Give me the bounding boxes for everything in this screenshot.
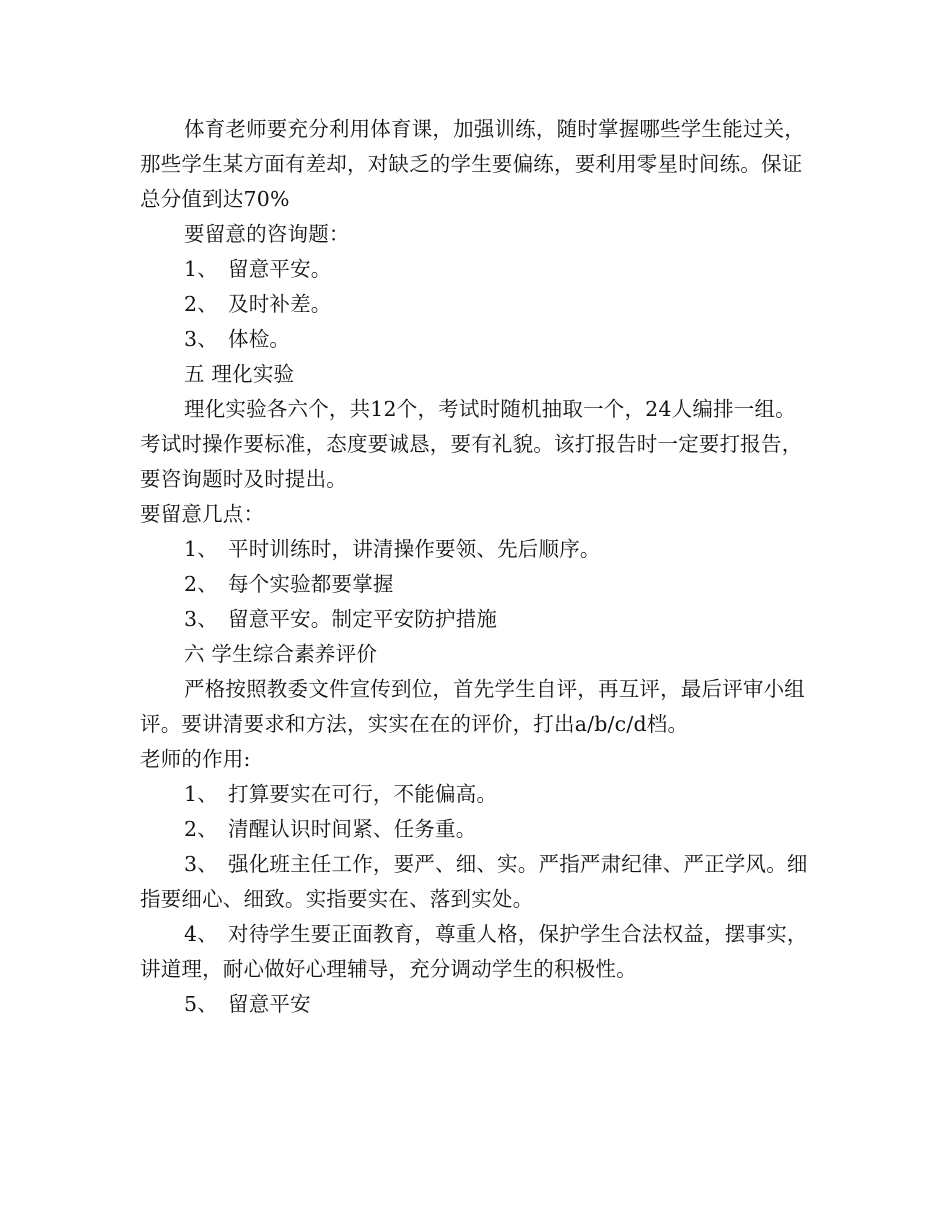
list-item-number: 1、: [184, 782, 218, 806]
list-item-text: 留意平安。制定平安防护措施: [228, 607, 498, 631]
document-body: [140, 112, 816, 1022]
paragraph-points-label: 要留意几点：: [140, 502, 265, 526]
list-item-text: 打算要实在可行，不能偏高。: [228, 782, 498, 806]
list-item: [140, 602, 816, 637]
list-item-number: 4、: [184, 922, 218, 946]
paragraph-pe-training: 体育老师要充分利用体育课，加强训练，随时掌握哪些学生能过关，那些学生某方面有差却，对缺乏的学生要偏练，要利用零星时间练。保证总分值到达70%: [140, 117, 805, 211]
issues-list: [140, 252, 816, 357]
list-item-text: 平时训练时，讲清操作要领、先后顺序。: [228, 537, 601, 561]
section-heading-five: 五 理化实验: [184, 362, 295, 386]
list-item-text: 留意平安。: [228, 257, 332, 281]
list-item: [140, 917, 816, 987]
list-item-number: 1、: [184, 257, 218, 281]
teacher-role-list: [140, 777, 816, 1022]
points-list: [140, 532, 816, 637]
list-item: [140, 847, 816, 917]
list-item-number: 3、: [184, 607, 218, 631]
list-item-number: 1、: [184, 537, 218, 561]
list-item-text: 及时补差。: [228, 292, 332, 316]
list-item-number: 5、: [184, 992, 218, 1016]
list-item-text: 每个实验都要掌握: [228, 572, 394, 596]
list-item-text: 强化班主任工作，要严、细、实。严指严肃纪律、严正学风。细指要细心、细致。实指要实在、落到实处。: [140, 852, 808, 911]
paragraph-issues-label: 要留意的咨询题：: [184, 222, 350, 246]
list-item-number: 2、: [184, 572, 218, 596]
list-item-text: 体检。: [228, 327, 291, 351]
list-item-number: 2、: [184, 817, 218, 841]
paragraph-teacher-role-label: 老师的作用:: [140, 747, 251, 771]
list-item: [140, 287, 816, 322]
list-item: [140, 532, 816, 567]
list-item: [140, 812, 816, 847]
list-item: [140, 987, 816, 1022]
list-item-number: 2、: [184, 292, 218, 316]
list-item-number: 3、: [184, 327, 218, 351]
list-item: [140, 252, 816, 287]
list-item-number: 3、: [184, 852, 218, 876]
section-heading-six: 六 学生综合素养评价: [184, 642, 378, 666]
paragraph-evaluation: 严格按照教委文件宣传到位，首先学生自评，再互评，最后评审小组评。要讲清要求和方法，实实在在的评价，打出a/b/c/d档。: [140, 677, 805, 736]
list-item-text: 对待学生要正面教育，尊重人格，保护学生合法权益，摆事实，讲道理，耐心做好心理辅导，充分调动学生的积极性。: [140, 922, 808, 981]
list-item: [140, 322, 816, 357]
list-item-text: 清醒认识时间紧、任务重。: [228, 817, 477, 841]
list-item-text: 留意平安: [228, 992, 311, 1016]
list-item: [140, 567, 816, 602]
paragraph-experiments: 理化实验各六个，共12个，考试时随机抽取一个，24人编排一组。考试时操作要标准，态度要诚恳，要有礼貌。该打报告时一定要打报告，要咨询题时及时提出。: [140, 397, 803, 491]
list-item: [140, 777, 816, 812]
